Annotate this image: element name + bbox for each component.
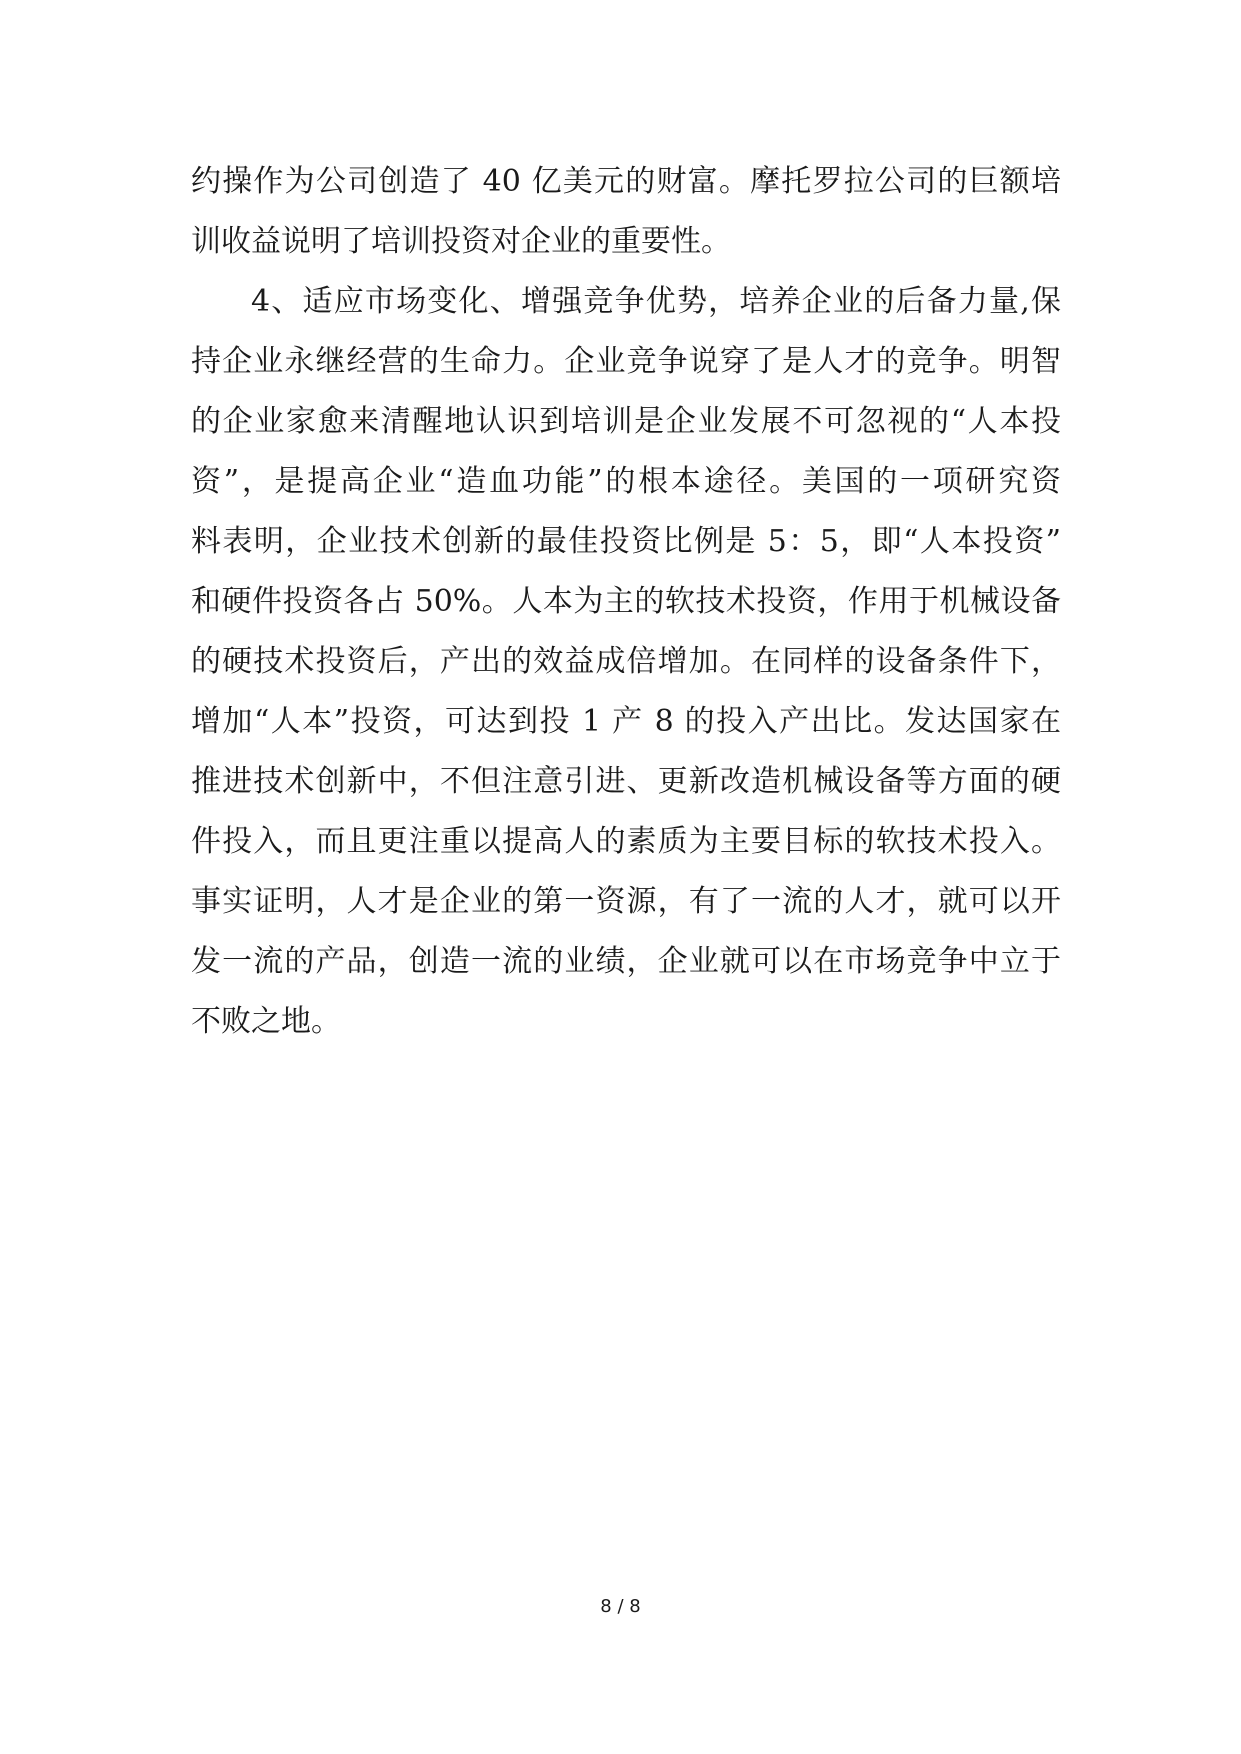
text-line: 4、适应市场变化、增强竞争优势，培养企业的后备力量,保 [251,284,1061,319]
text-line: 件投入，而且更注重以提高人的素质为主要目标的软技术投入。 [191,824,1061,859]
text-line: 不败之地。 [191,1004,341,1039]
body-text [191,152,1061,1052]
text-line: 推进技术创新中，不但注意引进、更新改造机械设备等方面的硬 [191,764,1061,799]
text-line: 料表明，企业技术创新的最佳投资比例是 5：5，即“人本投资” [191,524,1061,559]
text-line: 增加“人本”投资，可达到投 1 产 8 的投入产出比。发达国家在 [191,704,1061,739]
text-line: 持企业永继经营的生命力。企业竞争说穿了是人才的竞争。明智 [191,344,1061,379]
text-line: 的硬技术投资后，产出的效益成倍增加。在同样的设备条件下， [191,644,1061,679]
text-line: 训收益说明了培训投资对企业的重要性。 [191,224,731,259]
text-line: 的企业家愈来清醒地认识到培训是企业发展不可忽视的“人本投 [191,404,1061,439]
page-number: 8 / 8 [600,1596,641,1617]
text-line: 发一流的产品，创造一流的业绩，企业就可以在市场竞争中立于 [191,944,1061,979]
text-line: 事实证明，人才是企业的第一资源，有了一流的人才，就可以开 [191,884,1061,919]
text-line: 约操作为公司创造了 40 亿美元的财富。摩托罗拉公司的巨额培 [191,164,1061,199]
text-line: 资”，是提高企业“造血功能”的根本途径。美国的一项研究资 [191,464,1061,499]
text-line: 和硬件投资各占 50%。人本为主的软技术投资，作用于机械设备 [191,584,1061,619]
